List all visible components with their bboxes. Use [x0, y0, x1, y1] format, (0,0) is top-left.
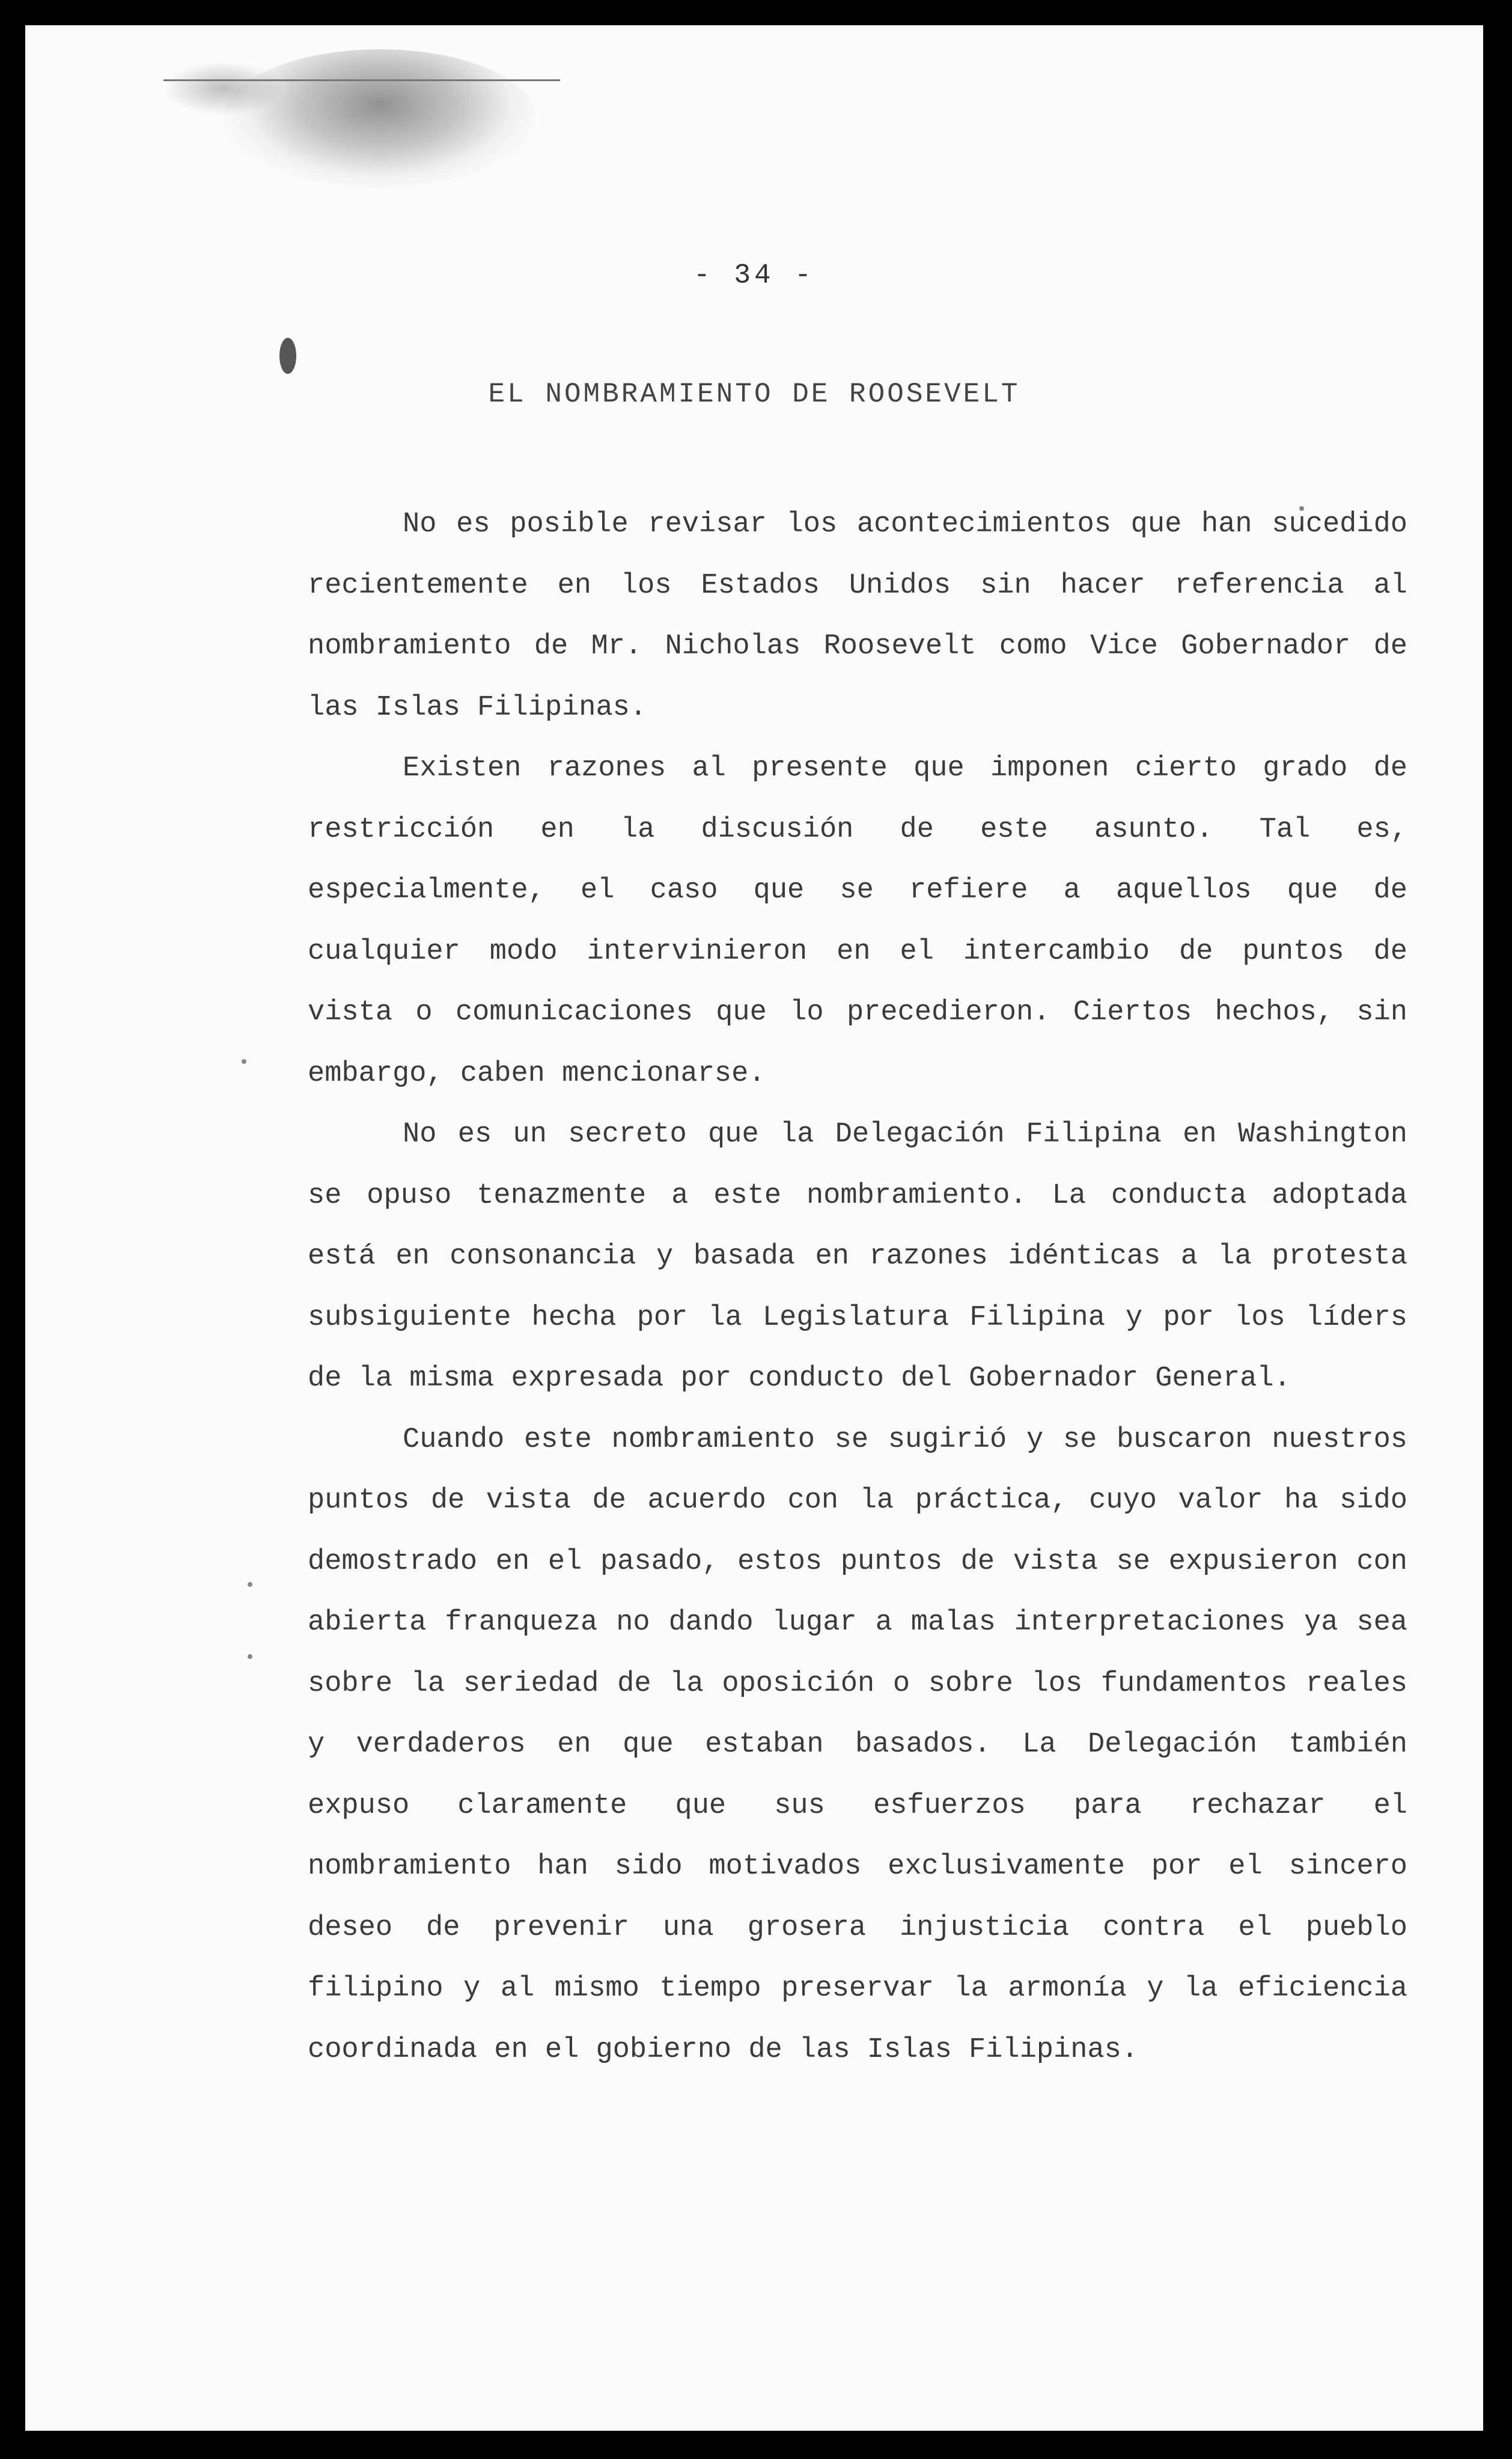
paragraph-3: No es un secreto que la Delegación Filipina en Washington se opuso tenazmente a este nombramiento. La conducta adoptada está en consonancia y basada en razones idénticas a la protesta subsiguiente hecha por la Legislatura Filipina y por los líders de la misma expresada por conducto del Gobernador General.	[308, 1119, 1407, 1394]
body-text	[308, 494, 1407, 2080]
paragraph-1: No es posible revisar los acontecimientos que han sucedido recientemente en los Estados Unidos sin hacer referencia al nombramiento de Mr. Nicholas Roosevelt como Vice Gobernador de las Islas Filipinas.	[308, 509, 1407, 724]
document-title: EL NOMBRAMIENTO DE ROOSEVELT	[488, 379, 1020, 410]
paragraph-2: Existen razones al presente que imponen cierto grado de restricción en la discusión de este asunto. Tal es, especialmente, el caso que se refiere a aquellos que de cualquier modo intervinieron en el intercambio de puntos de vista o comunicaciones que lo precedieron. Ciertos hechos, sin embargo, caben mencionarse.	[308, 753, 1407, 1090]
margin-dot	[248, 1654, 252, 1659]
margin-dot	[248, 1582, 252, 1587]
punch-hole-mark	[279, 338, 296, 374]
ink-smudge-secondary	[163, 61, 284, 115]
ink-smudge	[224, 49, 536, 188]
margin-dot	[242, 1059, 246, 1064]
document-page	[25, 25, 1483, 2431]
page-number: - 34 -	[694, 260, 815, 291]
paragraph-4: Cuando este nombramiento se sugirió y se buscaron nuestros puntos de vista de acuerdo con la práctica, cuyo valor ha sido demostrado en el pasado, estos puntos de vista se expusieron con abierta franqueza no dando lugar a malas interpretaciones ya sea sobre la seriedad de la oposición o sobre los fundamentos reales y verdaderos en que estaban basados. La Delegación también expuso claramente que sus esfuerzos para rechazar el nombramiento han sido motivados exclusivamente por el sincero deseo de prevenir una grosera injusticia contra el pueblo filipino y al mismo tiempo preservar la armonía y la eficiencia coordinada en el gobierno de las Islas Filipinas.	[308, 1423, 1407, 2066]
top-edge-mark	[163, 79, 560, 81]
